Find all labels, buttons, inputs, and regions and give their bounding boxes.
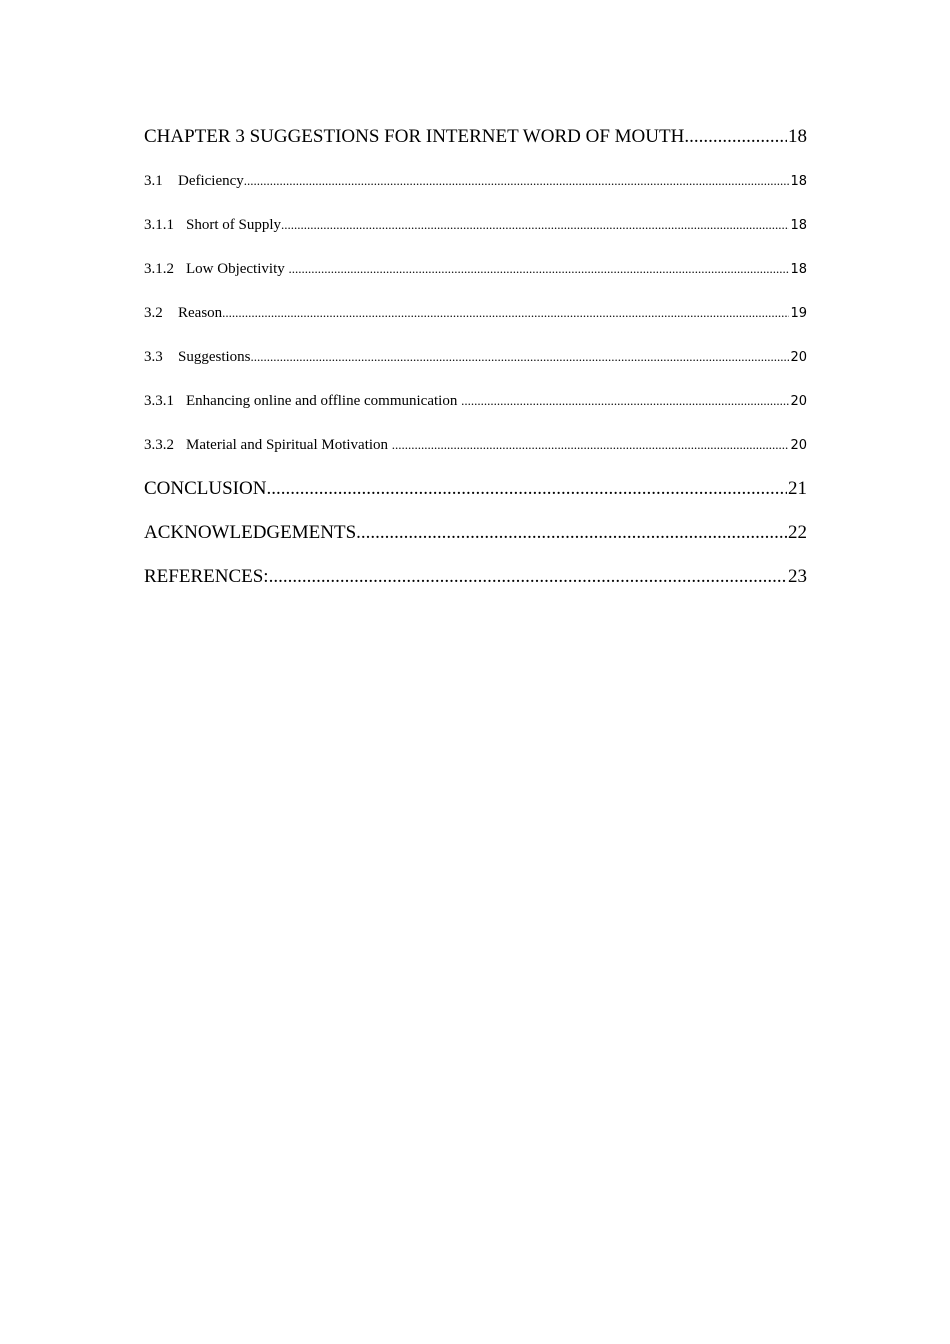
toc-entry-title: REFERENCES: (144, 566, 269, 587)
toc-entry-references[interactable] (144, 562, 807, 606)
toc-entry-page: 20 (790, 394, 807, 409)
toc-dot-leader (392, 430, 790, 460)
toc-dot-leader (222, 298, 789, 328)
toc-entry-page: 18 (788, 126, 807, 147)
toc-entry-title: Material and Spiritual Motivation (186, 437, 389, 453)
toc-dot-leader (356, 518, 787, 548)
toc-dot-leader (684, 122, 787, 152)
toc-entry-3-3-1[interactable] (144, 386, 807, 430)
toc-entry-number: 3.1 (144, 173, 163, 189)
toc-entry-number: 3.2 (144, 305, 163, 321)
toc-dot-leader (251, 342, 790, 372)
toc-entry-title: CONCLUSION (144, 478, 267, 499)
toc-dot-leader (266, 474, 787, 504)
toc-entry-title: Deficiency (178, 173, 244, 189)
toc-entry-title: Reason (178, 305, 223, 321)
toc-entry-page: 20 (790, 438, 807, 453)
toc-entry-title: Short of Supply (186, 217, 282, 233)
toc-entry-number: 3.1.1 (144, 217, 174, 233)
toc-entry-title: Suggestions (178, 349, 251, 365)
toc-entry-chapter-3[interactable] (144, 122, 807, 166)
toc-entry-page: 18 (790, 262, 807, 277)
toc-entry-title: Enhancing online and offline communication (186, 393, 458, 409)
toc-entry-title: ACKNOWLEDGEMENTS (144, 522, 357, 543)
toc-entry-acknowledgements[interactable] (144, 518, 807, 562)
toc-entry-3-3[interactable] (144, 342, 807, 386)
toc-dot-leader (281, 210, 789, 240)
toc-entry-page: 21 (788, 478, 807, 499)
toc-dot-leader (461, 386, 789, 416)
toc-dot-leader (269, 562, 787, 592)
table-of-contents (144, 122, 807, 606)
toc-entry-page: 22 (788, 522, 807, 543)
toc-entry-3-3-2[interactable] (144, 430, 807, 474)
toc-entry-number: 3.3 (144, 349, 163, 365)
toc-dot-leader (288, 254, 789, 284)
toc-entry-page: 19 (790, 306, 807, 321)
toc-entry-page: 20 (790, 350, 807, 365)
toc-entry-title: CHAPTER 3 SUGGESTIONS FOR INTERNET WORD OF MOUTH (144, 126, 685, 147)
toc-entry-3-2[interactable] (144, 298, 807, 342)
toc-dot-leader (244, 166, 790, 196)
toc-entry-number: 3.3.1 (144, 393, 174, 409)
toc-entry-page: 23 (788, 566, 807, 587)
toc-entry-page: 18 (790, 174, 807, 189)
toc-entry-number: 3.1.2 (144, 261, 174, 277)
toc-entry-3-1-1[interactable] (144, 210, 807, 254)
toc-entry-title: Low Objectivity (186, 261, 285, 277)
toc-entry-conclusion[interactable] (144, 474, 807, 518)
toc-entry-3-1-2[interactable] (144, 254, 807, 298)
toc-entry-3-1[interactable] (144, 166, 807, 210)
toc-entry-number: 3.3.2 (144, 437, 174, 453)
toc-entry-page: 18 (790, 218, 807, 233)
